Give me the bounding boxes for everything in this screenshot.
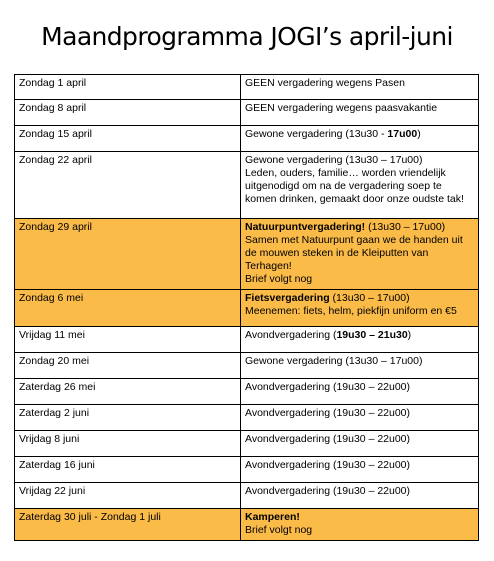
activity-note-2: Brief volgt nog — [245, 273, 313, 285]
activity-cell — [241, 405, 479, 431]
date-cell: Zaterdag 26 mei — [15, 379, 241, 405]
date-cell: Zondag 22 april — [15, 152, 241, 219]
activity-cell — [241, 75, 479, 100]
date-cell: Zaterdag 30 juli - Zondag 1 juli — [15, 509, 241, 541]
activity-text: (13u30 – 17u00) — [329, 292, 410, 304]
activity-note: Samen met Natuurpunt gaan we de handen uit de mouwen steken in de Kleiputten van Terhagen! — [245, 234, 463, 272]
activity-cell — [241, 509, 479, 541]
table-row — [15, 353, 479, 379]
activity-cell — [241, 126, 479, 152]
table-row — [15, 457, 479, 483]
activity-time: 19u30 – 21u30 — [336, 329, 408, 341]
schedule-table — [14, 74, 479, 541]
table-row — [15, 219, 479, 290]
activity-cell — [241, 152, 479, 219]
table-row — [15, 100, 479, 126]
table-row — [15, 509, 479, 541]
page-title: Maandprogramma JOGI’s april-juni — [41, 22, 453, 51]
activity-cell — [241, 219, 479, 290]
date-cell: Zaterdag 16 juni — [15, 457, 241, 483]
table-row — [15, 152, 479, 219]
activity-text: Gewone vergadering (13u30 – 17u00) — [245, 154, 423, 166]
activity-cell — [241, 483, 479, 509]
activity-cell — [241, 457, 479, 483]
activity-time-end: 17u00 — [387, 128, 418, 140]
activity-cell — [241, 100, 479, 126]
activity-text: (13u30 – 17u00) — [365, 221, 446, 233]
activity-note: Leden, ouders, familie… worden vriendelijk uitgenodigd om na de vergadering soep te komen drinken, gemaakt door onze oudste tak! — [245, 167, 464, 205]
date-cell: Zondag 1 april — [15, 75, 241, 100]
table-row — [15, 431, 479, 457]
activity-text: Avondvergadering (19u30 – 22u00) — [245, 407, 411, 419]
activity-close: ) — [417, 128, 421, 140]
date-cell: Zondag 20 mei — [15, 353, 241, 379]
activity-text: Avondvergadering (19u30 – 22u00) — [245, 433, 411, 445]
date-cell: Zaterdag 2 juni — [15, 405, 241, 431]
activity-title: Fietsvergadering — [245, 292, 330, 304]
activity-cell — [241, 353, 479, 379]
date-cell: Zondag 29 april — [15, 219, 241, 290]
table-row — [15, 379, 479, 405]
date-cell: Zondag 15 april — [15, 126, 241, 152]
table-row — [15, 290, 479, 327]
table-row — [15, 75, 479, 100]
activity-cell — [241, 327, 479, 353]
date-cell: Vrijdag 11 mei — [15, 327, 241, 353]
activity-text: Gewone vergadering (13u30 – 17u00) — [245, 355, 423, 367]
activity-note: Meenemen: fiets, helm, piekfijn uniform en €5 — [245, 305, 457, 317]
date-cell: Vrijdag 22 juni — [15, 483, 241, 509]
activity-cell — [241, 290, 479, 327]
activity-cell — [241, 379, 479, 405]
date-cell: Vrijdag 8 juni — [15, 431, 241, 457]
activity-text: Avondvergadering (19u30 – 22u00) — [245, 485, 411, 497]
activity-text: GEEN vergadering wegens paasvakantie — [245, 102, 438, 114]
activity-title: Natuurpuntvergadering! — [245, 221, 366, 233]
activity-close: ) — [407, 329, 412, 341]
table-row — [15, 327, 479, 353]
activity-cell — [241, 431, 479, 457]
date-cell: Zondag 8 april — [15, 100, 241, 126]
activity-title: Kamperen! — [245, 511, 300, 523]
activity-text: Gewone vergadering (13u30 - — [245, 128, 388, 140]
table-row — [15, 405, 479, 431]
table-row — [15, 126, 479, 152]
activity-text: GEEN vergadering wegens Pasen — [245, 77, 405, 89]
activity-text: Avondvergadering ( — [245, 329, 337, 341]
activity-text: Avondvergadering (19u30 – 22u00) — [245, 381, 411, 393]
table-row — [15, 483, 479, 509]
activity-text: Avondvergadering (19u30 – 22u00) — [245, 459, 411, 471]
date-cell: Zondag 6 mei — [15, 290, 241, 327]
activity-note-2: Brief volgt nog — [245, 524, 313, 536]
